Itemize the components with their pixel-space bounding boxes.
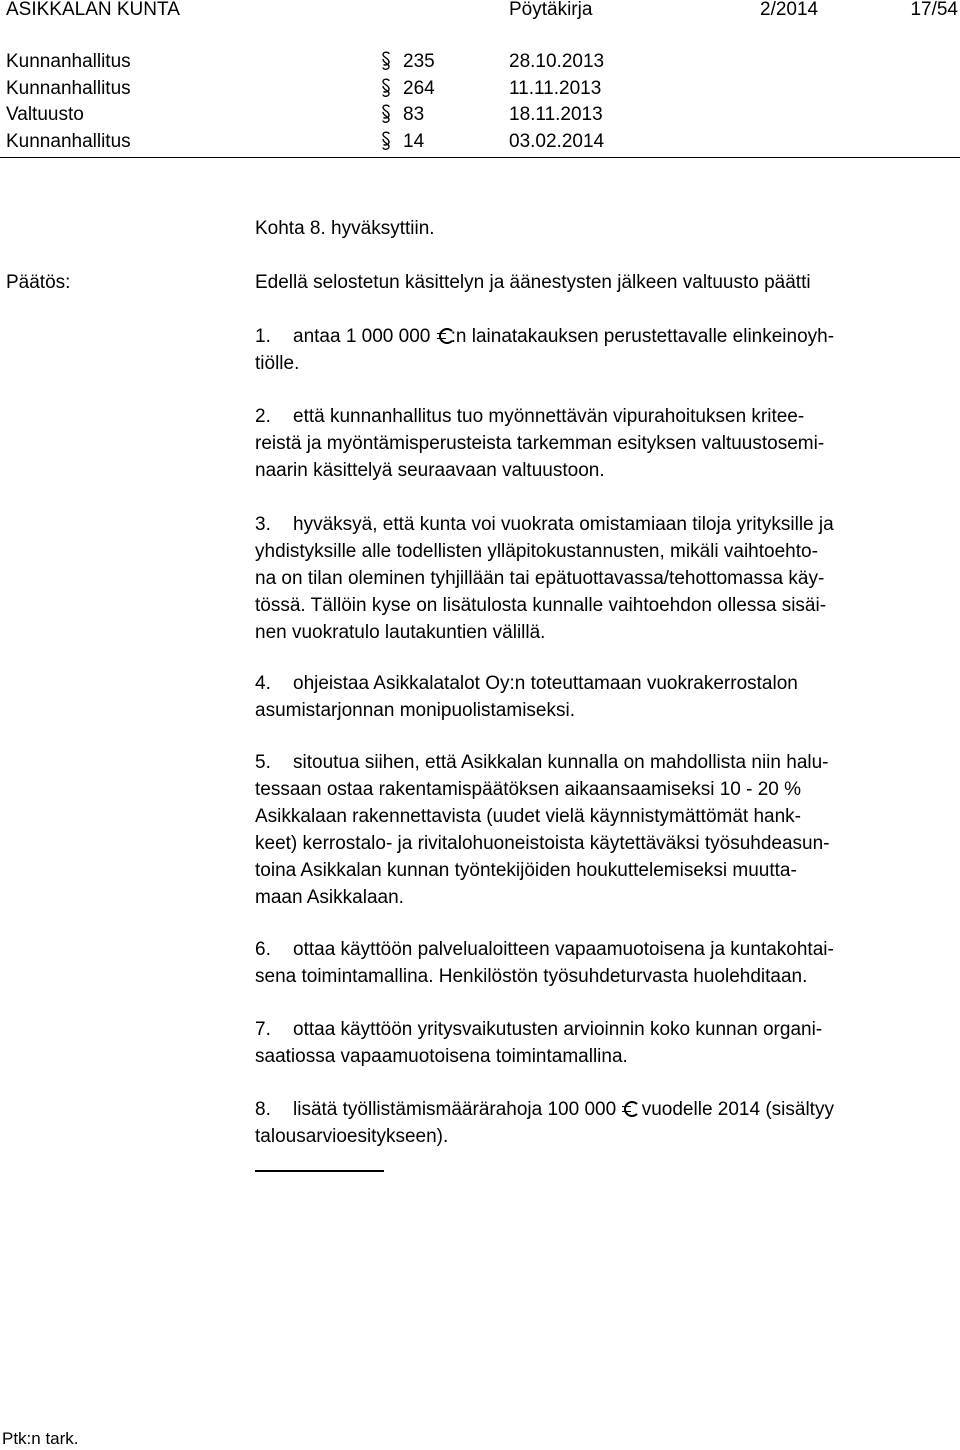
decision-item [255,323,955,377]
item-text-part: vuodelle 2014 (sisältyy talousarvioesitykseen). [255,1099,834,1147]
reference-row [0,76,960,103]
decision-item [255,511,955,646]
decision-intro: Edellä selostetun käsittelyn ja äänestysten jälkeen valtuusto päätti [255,272,811,293]
document-number: 2/2014 [760,0,819,20]
euro-icon [622,1100,635,1116]
item-text: että kunnanhallitus tuo myönnettävän vipurahoituksen kritee- reistä ja myöntämisperusteista tarkemman esityksen valtuustosemi- naarin käsittelyä seuraavaan valtuustoon. [255,406,825,481]
section-sign-icon [381,104,391,126]
item-text: hyväksyä, että kunta voi vuokrata omistamiaan tiloja yrityksille ja yhdistyksille alle todellisten ylläpitokustannusten, mikäli vaihtoehto- na on tilan oleminen tyhjillään tai epätuottavassa/tehottomassa käy- tössä. Tällöin kyse on lisätulosta kunnalle vaihtoehdon ollessa sisäi- nen vuokratulo lautakuntien välillä. [255,514,834,643]
reference-list [0,49,960,155]
reference-date: 28.10.2013 [509,51,605,72]
reference-number: 264 [403,77,435,99]
decision-item [255,403,955,484]
decision-item [255,670,955,724]
item-number: 6. [255,939,271,960]
decision-item [255,936,955,990]
item-number: 5. [255,752,271,773]
reference-body: Kunnanhallitus [6,130,131,152]
reference-row [0,129,960,156]
page-header [0,0,960,24]
reference-number: 14 [403,130,425,152]
reference-body: Kunnanhallitus [6,77,131,99]
reference-row [0,49,960,76]
item-text-part: lisätä työllistämismäärärahoja 100 000 [293,1099,622,1120]
item-text: ohjeistaa Asikkalatalot Oy:n toteuttamaan vuokrakerrostalon asumistarjonnan monipuolistamiseksi. [255,673,798,721]
euro-icon [437,327,450,343]
reference-row [0,102,960,129]
decision-item [255,1096,955,1150]
reference-body: Kunnanhallitus [6,51,131,72]
page-number: 17/54 [910,0,958,20]
item-text-part: :n lainatakauksen perustettavalle elinkeinoyh- tiölle. [255,326,835,374]
item-text: ottaa käyttöön palvelualoitteen vapaamuotoisena ja kuntakohtai- sena toimintamallina. Henkilöstön työsuhdeturvasta huolehditaan. [255,939,834,987]
header-divider [0,157,960,158]
reference-date: 03.02.2014 [509,130,605,152]
end-line [255,1170,384,1172]
item-text: sitoutua siihen, että Asikkalan kunnalla on mahdollista niin halu- tessaan ostaa rakentamispäätöksen aikaansaamiseksi 10 - 20 % Asikkalaan rakennettavista (uudet vielä käynnistymättömät hank- keet) kerrostalo- ja rivitalohuoneistoista käytettäväksi työsuhdeasun- toina Asikkalan kunnan työntekijöiden houkuttelemiseksi muutta- maan Asikkalaan. [255,752,830,908]
item-number: 3. [255,514,271,535]
decision-item [255,1016,955,1070]
section-sign-icon [381,78,391,100]
item-text [255,1096,955,1150]
item-text-part: antaa 1 000 000 [293,326,436,347]
document-type: Pöytäkirja [509,0,593,20]
item-number: 8. [255,1099,271,1120]
item-number: 1. [255,326,271,347]
intro-text: Kohta 8. hyväksyttiin. [255,218,435,239]
municipality-name: ASIKKALAN KUNTA [6,0,180,20]
reference-date: 18.11.2013 [509,104,603,125]
item-number: 2. [255,406,271,427]
section-sign-icon [381,131,391,153]
item-text: ottaa käyttöön yritysvaikutusten arvioinnin koko kunnan organi- saatiossa vapaamuotoisena toimintamallina. [255,1019,823,1067]
item-text [255,323,955,377]
reference-number: 235 [403,51,435,72]
section-sign-icon [381,51,391,73]
reference-date: 11.11.2013 [509,77,602,99]
footer-label: Ptk:n tark. [2,1429,79,1448]
decision-label: Päätös: [6,272,71,293]
item-number: 4. [255,673,271,694]
reference-number: 83 [403,104,425,125]
reference-body: Valtuusto [6,104,84,125]
item-number: 7. [255,1019,271,1040]
decision-item [255,749,955,911]
